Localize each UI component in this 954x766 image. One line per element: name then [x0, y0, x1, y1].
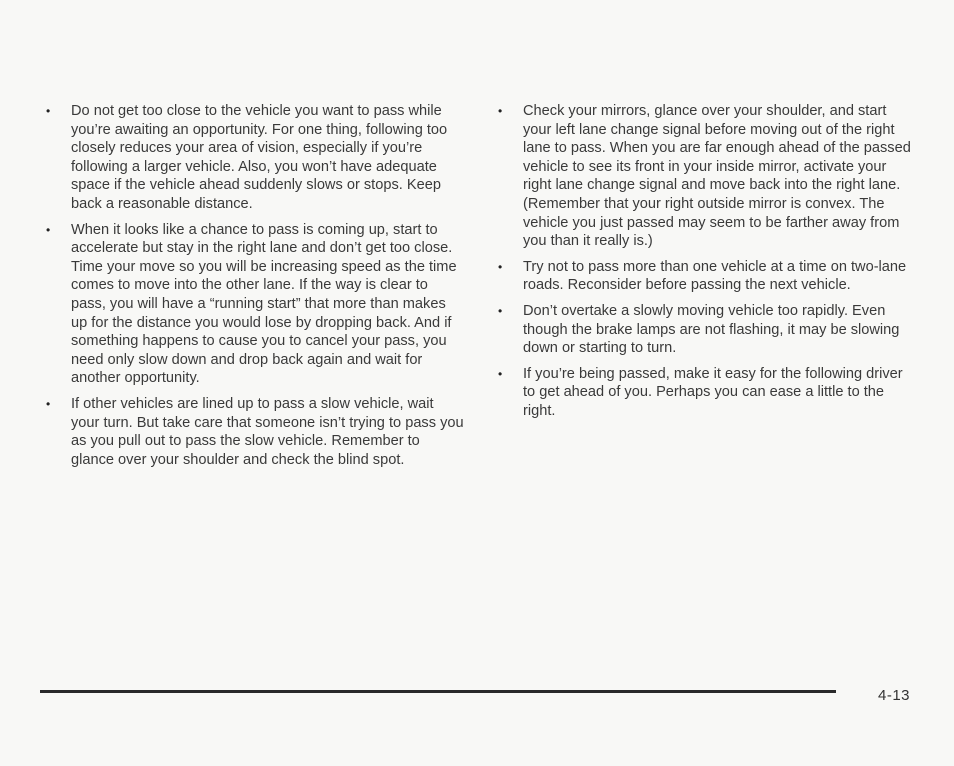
bullet-text: Don’t overtake a slowly moving vehicle too rapidly. Even though the brake lamps are not flashing, it may be slowing down or starting to turn.: [523, 302, 900, 357]
bullet-icon: •: [46, 396, 51, 411]
list-item: [46, 221, 464, 388]
left-column: [46, 102, 464, 476]
right-column: [498, 102, 918, 428]
list-item: [498, 258, 918, 295]
bullet-text: Do not get too close to the vehicle you want to pass while you’re awaiting an opportunity. For one thing, following too closely reduces your area of vision, especially if you’re following a larger vehicle. Also, you won’t have adequate space if the vehicle ahead suddenly slows or stops. Keep back a reasonable distance.: [71, 103, 448, 212]
list-item: [498, 302, 918, 358]
list-item: [498, 102, 918, 251]
bullet-text: When it looks like a chance to pass is coming up, start to accelerate but stay in the right lane and don’t get too close. Time your move so you will be increasing speed as the time comes to move into the other lane. If the way is clear to pass, you will have a “running start” that more than makes up for the distance you would lose by dropping back. And if something happens to cause you to cancel your pass, you need only slow down and drop back again and wait for another opportunity.: [71, 221, 457, 387]
bullet-icon: •: [46, 222, 51, 237]
list-item: [46, 102, 464, 214]
list-item: [498, 365, 918, 421]
footer-rule: [40, 690, 836, 693]
bullet-text: Check your mirrors, glance over your shoulder, and start your left lane change signal before moving out of the right lane to pass. When you are far enough ahead of the passed vehicle to see its front in your inside mirror, activate your right lane change signal and move back into the right lane. (Remember that your right outside mirror is convex. The vehicle you just passed may seem to be farther away from you than it really is.): [523, 103, 911, 250]
page-number: 4-13: [878, 687, 911, 704]
bullet-icon: •: [498, 303, 503, 318]
bullet-icon: •: [498, 104, 503, 118]
bullet-icon: •: [498, 259, 503, 274]
bullet-icon: •: [498, 366, 503, 381]
bullet-text: If you’re being passed, make it easy for the following driver to get ahead of you. Perhaps you can ease a little to the right.: [523, 365, 903, 419]
bullet-text: If other vehicles are lined up to pass a slow vehicle, wait your turn. But take care that someone isn’t trying to pass you as you pull out to pass the slow vehicle. Remember to glance over your shoulder and check the blind spot.: [71, 395, 464, 468]
bullet-text: Try not to pass more than one vehicle at a time on two-lane roads. Reconsider before passing the next vehicle.: [523, 258, 907, 294]
bullet-icon: •: [46, 104, 51, 118]
list-item: [46, 395, 464, 469]
